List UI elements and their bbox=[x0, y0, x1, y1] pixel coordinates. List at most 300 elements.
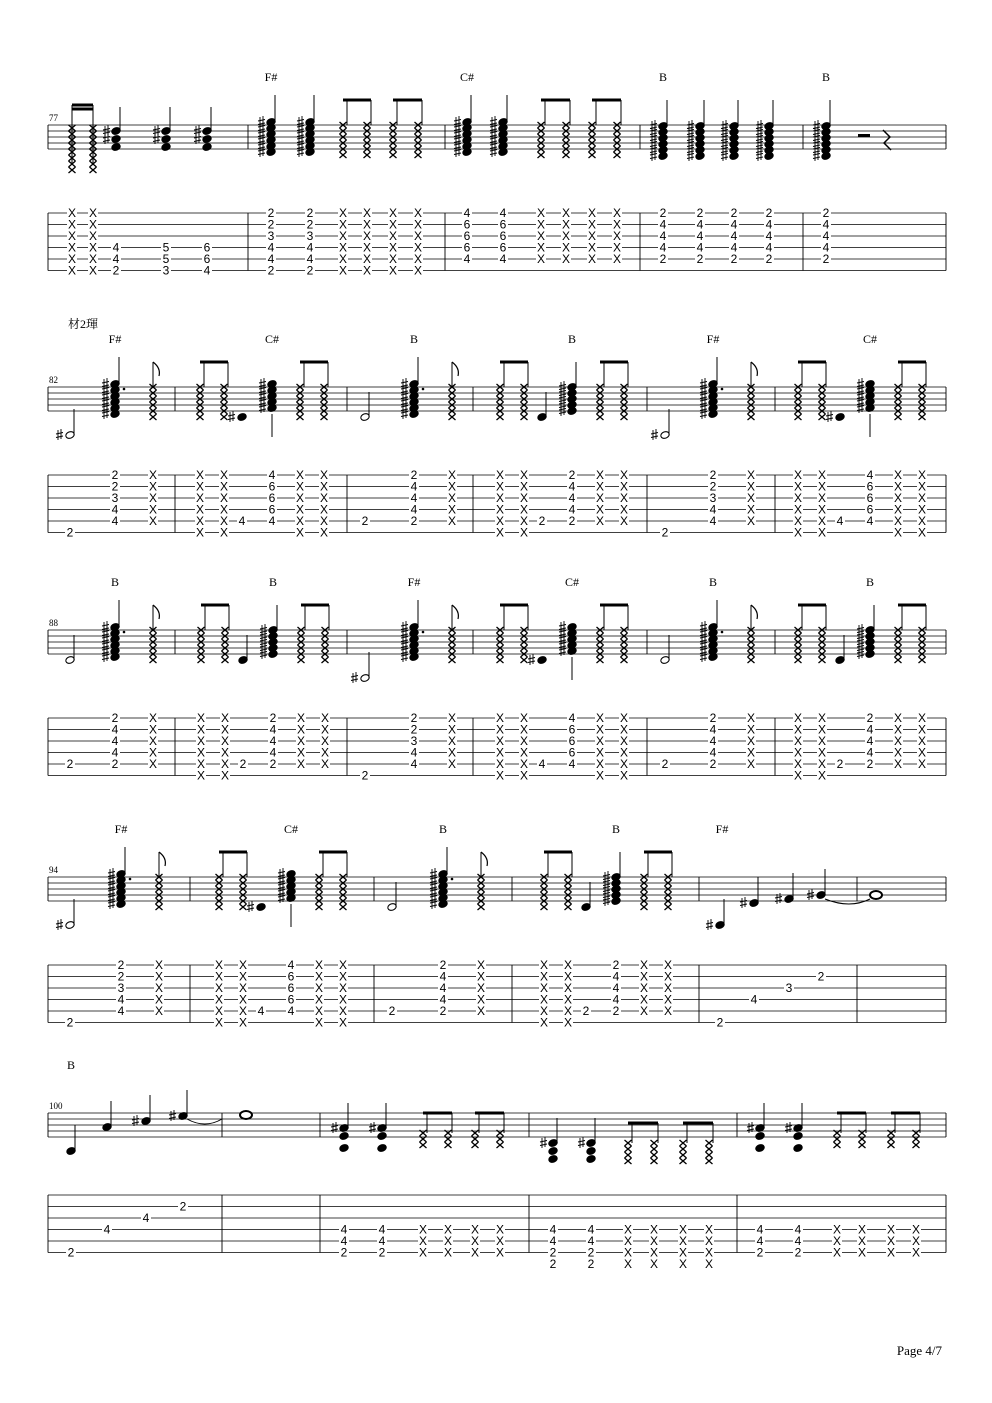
fret-number: X bbox=[649, 1222, 659, 1237]
fret-number: X bbox=[612, 240, 622, 255]
dead-note-head bbox=[680, 1152, 687, 1158]
fret-number: X bbox=[746, 491, 756, 505]
fret-number: 2 bbox=[696, 252, 704, 266]
fret-number: X bbox=[793, 479, 803, 494]
fret-number: 2 bbox=[730, 252, 738, 266]
fret-number: X bbox=[817, 479, 827, 494]
fret-number: X bbox=[295, 479, 305, 494]
fret-number: X bbox=[443, 1234, 453, 1248]
fret-number: X bbox=[413, 206, 423, 220]
fret-number: X bbox=[219, 468, 229, 482]
half-rest bbox=[858, 134, 870, 137]
fret-number: 4 bbox=[568, 502, 576, 517]
dead-note-head bbox=[625, 1140, 632, 1146]
dead-note-head bbox=[651, 1146, 658, 1152]
fret-number: 2 bbox=[340, 1245, 348, 1260]
fret-number: X bbox=[362, 252, 372, 266]
fret-number: X bbox=[612, 229, 622, 243]
fret-number: X bbox=[536, 252, 546, 266]
chord-name: F# bbox=[114, 822, 128, 836]
fret-number: X bbox=[295, 514, 305, 528]
tie bbox=[187, 1119, 222, 1124]
fret-number: X bbox=[476, 958, 486, 972]
fret-number: X bbox=[746, 468, 756, 482]
dead-note-head bbox=[340, 152, 347, 158]
fret-number: X bbox=[67, 263, 77, 278]
fret-number: 4 bbox=[612, 969, 620, 984]
fret-number: X bbox=[857, 1245, 867, 1260]
fret-number: X bbox=[447, 502, 457, 517]
fret-number: X bbox=[663, 992, 673, 1007]
fret-number: X bbox=[817, 525, 827, 540]
sharp-sign bbox=[740, 897, 747, 908]
fret-number: X bbox=[296, 745, 306, 760]
dot bbox=[123, 631, 126, 634]
fret-number: X bbox=[793, 525, 803, 540]
measure-number: 100 bbox=[49, 1101, 63, 1111]
sharp-sign bbox=[351, 672, 358, 683]
chord-name: F# bbox=[706, 332, 720, 346]
fret-number: X bbox=[917, 525, 927, 540]
fret-number: 2 bbox=[817, 969, 825, 984]
fret-number: X bbox=[587, 217, 597, 232]
dead-note-head bbox=[895, 414, 902, 420]
fret-number: 4 bbox=[730, 217, 738, 232]
fret-number: 4 bbox=[568, 479, 576, 494]
fret-number: 4 bbox=[268, 468, 276, 482]
fret-number: X bbox=[388, 240, 398, 255]
beam bbox=[500, 361, 528, 364]
chord-name: F# bbox=[264, 70, 278, 84]
fret-number: 4 bbox=[568, 757, 576, 771]
fret-number: X bbox=[148, 479, 158, 494]
fret-number: X bbox=[793, 491, 803, 505]
fret-number: X bbox=[476, 1004, 486, 1018]
dead-note-head bbox=[621, 657, 628, 663]
fret-number: X bbox=[418, 1234, 428, 1248]
fret-number: X bbox=[495, 734, 505, 748]
fret-number: X bbox=[67, 217, 77, 232]
fret-number: X bbox=[362, 229, 372, 243]
fret-number: 6 bbox=[268, 479, 276, 494]
fret-number: X bbox=[587, 206, 597, 220]
fret-number: X bbox=[561, 229, 571, 243]
fret-number: X bbox=[447, 711, 457, 725]
fret-number: 2 bbox=[66, 757, 74, 771]
fret-number: 2 bbox=[612, 958, 620, 972]
fret-number: X bbox=[295, 468, 305, 482]
fret-number: X bbox=[539, 958, 549, 972]
fret-number: X bbox=[893, 525, 903, 540]
fret-number: X bbox=[214, 992, 224, 1007]
fret-number: X bbox=[817, 745, 827, 760]
fret-number: X bbox=[338, 958, 348, 972]
fret-number: X bbox=[561, 217, 571, 232]
fret-number: 4 bbox=[111, 502, 119, 517]
fret-number: X bbox=[220, 757, 230, 771]
fret-number: 2 bbox=[306, 206, 314, 220]
fret-number: 4 bbox=[378, 1222, 386, 1237]
fret-number: 2 bbox=[730, 206, 738, 220]
fret-number: X bbox=[388, 252, 398, 266]
dead-note-head bbox=[819, 414, 826, 420]
dead-note-head bbox=[216, 904, 223, 910]
fret-number: 6 bbox=[463, 229, 471, 243]
fret-number: X bbox=[495, 491, 505, 505]
note-head bbox=[339, 1132, 349, 1141]
fret-number: X bbox=[195, 479, 205, 494]
fret-number: 6 bbox=[463, 217, 471, 232]
fret-number: X bbox=[536, 229, 546, 243]
fret-number: X bbox=[817, 768, 827, 783]
fret-number: 4 bbox=[659, 217, 667, 232]
technique-marking: 材2琿 bbox=[68, 317, 99, 331]
fret-number: 4 bbox=[117, 1004, 125, 1018]
fret-number: 2 bbox=[111, 479, 119, 494]
fret-number: X bbox=[886, 1245, 896, 1260]
chord-name: B bbox=[66, 1058, 76, 1072]
fret-number: X bbox=[893, 491, 903, 505]
fret-number: X bbox=[67, 252, 77, 266]
dead-note-head bbox=[197, 414, 204, 420]
fret-number: 6 bbox=[203, 252, 211, 266]
fret-number: X bbox=[678, 1245, 688, 1260]
fret-number: 4 bbox=[730, 240, 738, 255]
fret-number: X bbox=[220, 745, 230, 760]
fret-number: 3 bbox=[117, 981, 125, 995]
dead-note-head bbox=[297, 414, 304, 420]
beam bbox=[628, 1122, 658, 1125]
fret-number: 2 bbox=[709, 479, 717, 494]
fret-number: X bbox=[447, 514, 457, 528]
fret-number: X bbox=[219, 491, 229, 505]
fret-number: X bbox=[519, 711, 529, 725]
fret-number: 4 bbox=[439, 981, 447, 995]
beam bbox=[475, 1112, 504, 1115]
sharp-sign bbox=[153, 125, 160, 136]
fret-number: X bbox=[88, 240, 98, 255]
dead-note-head bbox=[150, 657, 157, 663]
chord-name: B bbox=[268, 575, 278, 589]
fret-number: X bbox=[338, 981, 348, 995]
fret-number: X bbox=[519, 745, 529, 760]
fret-number: 2 bbox=[822, 252, 830, 266]
beam bbox=[891, 1112, 920, 1115]
chord-name: F# bbox=[407, 575, 421, 589]
fret-number: X bbox=[295, 502, 305, 517]
fret-number: 4 bbox=[756, 1222, 764, 1237]
fret-number: X bbox=[619, 711, 629, 725]
page-number: Page 4/7 bbox=[896, 1343, 942, 1358]
fret-number: 2 bbox=[361, 514, 369, 528]
fret-number: 2 bbox=[866, 711, 874, 725]
chord-name: B bbox=[821, 70, 831, 84]
fret-number: X bbox=[220, 734, 230, 748]
dead-note-head bbox=[651, 1152, 658, 1158]
fret-number: 2 bbox=[439, 958, 447, 972]
note-head bbox=[237, 413, 247, 422]
fret-number: 4 bbox=[866, 468, 874, 482]
fret-number: X bbox=[296, 757, 306, 771]
fret-number: 4 bbox=[499, 206, 507, 220]
note-head bbox=[793, 1132, 803, 1141]
fret-number: 4 bbox=[306, 252, 314, 266]
dead-note-head bbox=[706, 1158, 713, 1164]
beam bbox=[393, 99, 422, 102]
fret-number: X bbox=[443, 1222, 453, 1237]
fret-number: X bbox=[817, 502, 827, 517]
fret-number: 6 bbox=[268, 502, 276, 517]
fret-number: X bbox=[476, 981, 486, 995]
fret-number: X bbox=[238, 969, 248, 984]
fret-number: 2 bbox=[388, 1004, 396, 1018]
fret-number: X bbox=[623, 1222, 633, 1237]
fret-number: X bbox=[917, 491, 927, 505]
fret-number: 6 bbox=[499, 229, 507, 243]
fret-number: X bbox=[817, 468, 827, 482]
dead-note-head bbox=[614, 152, 621, 158]
fret-number: X bbox=[663, 1004, 673, 1018]
fret-number: X bbox=[418, 1245, 428, 1260]
fret-number: 4 bbox=[306, 240, 314, 255]
dead-note-head bbox=[895, 657, 902, 663]
whole-note bbox=[870, 891, 882, 899]
fret-number: 4 bbox=[287, 1004, 295, 1018]
fret-number: X bbox=[746, 502, 756, 517]
fret-number: 4 bbox=[410, 502, 418, 517]
dead-note-head bbox=[859, 1142, 866, 1148]
chord-name: C# bbox=[264, 332, 280, 346]
note-head bbox=[339, 1144, 349, 1153]
note-head bbox=[548, 1155, 558, 1164]
fret-number: 5 bbox=[162, 240, 170, 255]
dead-note-head bbox=[563, 152, 570, 158]
fret-number: X bbox=[639, 1004, 649, 1018]
note-head bbox=[548, 1147, 558, 1156]
beam bbox=[72, 104, 93, 107]
fret-number: 4 bbox=[439, 969, 447, 984]
note-head bbox=[755, 1144, 765, 1153]
dead-note-head bbox=[420, 1142, 427, 1148]
note-head bbox=[202, 143, 212, 152]
fret-number: X bbox=[623, 1245, 633, 1260]
fret-number: X bbox=[154, 969, 164, 984]
sharp-sign bbox=[807, 889, 814, 900]
fret-number: X bbox=[817, 711, 827, 725]
fret-number: 3 bbox=[785, 981, 793, 995]
fret-number: 2 bbox=[66, 1015, 74, 1030]
fret-number: X bbox=[746, 734, 756, 748]
fret-number: X bbox=[595, 514, 605, 528]
fret-number: 4 bbox=[794, 1234, 802, 1248]
fret-number: X bbox=[619, 768, 629, 783]
dot bbox=[123, 388, 126, 391]
dot bbox=[721, 631, 724, 634]
beam bbox=[301, 604, 329, 607]
fret-number: X bbox=[495, 1234, 505, 1248]
fret-number: 2 bbox=[179, 1199, 187, 1214]
fret-number: X bbox=[793, 514, 803, 528]
fret-number: X bbox=[338, 1004, 348, 1018]
fret-number: X bbox=[238, 981, 248, 995]
fret-number: 2 bbox=[117, 958, 125, 972]
fret-number: 4 bbox=[103, 1222, 111, 1237]
chord-name: B bbox=[865, 575, 875, 589]
chord-name: C# bbox=[564, 575, 580, 589]
sharp-sign bbox=[153, 133, 160, 144]
fret-number: X bbox=[314, 969, 324, 984]
fret-number: 4 bbox=[378, 1234, 386, 1248]
fret-number: X bbox=[319, 479, 329, 494]
fret-number: X bbox=[561, 240, 571, 255]
fret-number: X bbox=[663, 969, 673, 984]
fret-number: X bbox=[619, 757, 629, 771]
fret-number: X bbox=[295, 491, 305, 505]
fret-number: X bbox=[220, 722, 230, 737]
dead-note-head bbox=[834, 1142, 841, 1148]
fret-number: X bbox=[563, 981, 573, 995]
fret-number: X bbox=[623, 1257, 633, 1271]
fret-number: X bbox=[704, 1257, 714, 1271]
fret-number: X bbox=[539, 969, 549, 984]
fret-number: X bbox=[893, 734, 903, 748]
fret-number: 4 bbox=[696, 229, 704, 243]
beam bbox=[200, 361, 228, 364]
fret-number: X bbox=[296, 734, 306, 748]
fret-number: 2 bbox=[765, 206, 773, 220]
fret-number: X bbox=[539, 1004, 549, 1018]
whole-note bbox=[240, 1111, 252, 1119]
fret-number: 4 bbox=[822, 229, 830, 243]
dead-note-head bbox=[641, 904, 648, 910]
fret-number: X bbox=[595, 734, 605, 748]
fret-number: X bbox=[639, 958, 649, 972]
fret-number: 4 bbox=[765, 229, 773, 243]
fret-number: 4 bbox=[410, 479, 418, 494]
fret-number: 4 bbox=[340, 1222, 348, 1237]
dead-note-head bbox=[706, 1152, 713, 1158]
fret-number: 2 bbox=[659, 206, 667, 220]
fret-number: X bbox=[917, 514, 927, 528]
fret-number: 3 bbox=[162, 263, 170, 278]
note-head bbox=[586, 1155, 596, 1164]
fret-number: X bbox=[704, 1234, 714, 1248]
fret-number: X bbox=[495, 514, 505, 528]
fret-number: X bbox=[214, 969, 224, 984]
flag bbox=[153, 362, 159, 376]
sharp-sign bbox=[194, 125, 201, 136]
fret-number: X bbox=[319, 491, 329, 505]
sharp-sign bbox=[247, 901, 254, 912]
fret-number: X bbox=[619, 514, 629, 528]
fret-number: X bbox=[561, 252, 571, 266]
fret-number: 4 bbox=[659, 240, 667, 255]
fret-number: X bbox=[495, 525, 505, 540]
beam bbox=[300, 361, 328, 364]
dead-note-head bbox=[478, 904, 485, 910]
fret-number: 6 bbox=[866, 502, 874, 517]
fret-number: X bbox=[148, 711, 158, 725]
fret-number: X bbox=[314, 981, 324, 995]
fret-number: X bbox=[219, 502, 229, 517]
fret-number: 4 bbox=[765, 217, 773, 232]
fret-number: X bbox=[148, 745, 158, 760]
fret-number: X bbox=[219, 525, 229, 540]
fret-number: X bbox=[519, 468, 529, 482]
fret-number: 6 bbox=[287, 992, 295, 1007]
dead-note-head bbox=[497, 657, 504, 663]
fret-number: X bbox=[148, 734, 158, 748]
fret-number: X bbox=[704, 1245, 714, 1260]
dead-note-head bbox=[795, 657, 802, 663]
fret-number: X bbox=[746, 711, 756, 725]
dead-note-head bbox=[748, 657, 755, 663]
note-head bbox=[755, 1132, 765, 1141]
fret-number: X bbox=[314, 958, 324, 972]
fret-number: X bbox=[238, 958, 248, 972]
tie bbox=[825, 899, 870, 904]
note-head bbox=[111, 143, 121, 152]
fret-number: X bbox=[495, 1245, 505, 1260]
fret-number: X bbox=[563, 992, 573, 1007]
fret-number: X bbox=[338, 1015, 348, 1030]
fret-number: 3 bbox=[306, 229, 314, 243]
fret-number: 2 bbox=[696, 206, 704, 220]
fret-number: 4 bbox=[866, 722, 874, 737]
dead-note-head bbox=[497, 414, 504, 420]
fret-number: X bbox=[154, 992, 164, 1007]
dot bbox=[721, 388, 724, 391]
fret-number: X bbox=[476, 992, 486, 1007]
fret-number: 2 bbox=[587, 1245, 595, 1260]
fret-number: 4 bbox=[709, 502, 717, 517]
note-head bbox=[377, 1132, 387, 1141]
fret-number: 4 bbox=[612, 981, 620, 995]
fret-number: X bbox=[817, 734, 827, 748]
fret-number: X bbox=[338, 263, 348, 278]
fret-number: X bbox=[519, 722, 529, 737]
fret-number: X bbox=[893, 479, 903, 494]
beam bbox=[798, 604, 826, 607]
fret-number: X bbox=[536, 206, 546, 220]
dead-note-head bbox=[221, 414, 228, 420]
fret-number: 4 bbox=[463, 252, 471, 266]
fret-number: 4 bbox=[709, 514, 717, 528]
fret-number: 4 bbox=[111, 722, 119, 737]
fret-number: X bbox=[519, 479, 529, 494]
chord-name: B bbox=[611, 822, 621, 836]
fret-number: 6 bbox=[203, 240, 211, 255]
sharp-sign bbox=[56, 919, 63, 930]
beam bbox=[343, 99, 371, 102]
dead-note-head bbox=[651, 1158, 658, 1164]
fret-number: 2 bbox=[67, 1245, 75, 1260]
fret-number: X bbox=[88, 263, 98, 278]
fret-number: X bbox=[832, 1245, 842, 1260]
fret-number: 4 bbox=[836, 514, 844, 528]
dead-note-head bbox=[415, 152, 422, 158]
fret-number: X bbox=[413, 252, 423, 266]
fret-number: X bbox=[319, 514, 329, 528]
flag bbox=[452, 362, 458, 376]
note-head bbox=[202, 135, 212, 144]
fret-number: X bbox=[148, 514, 158, 528]
fret-number: X bbox=[536, 240, 546, 255]
beam bbox=[837, 1112, 866, 1115]
fret-number: X bbox=[563, 1015, 573, 1030]
fret-number: X bbox=[338, 969, 348, 984]
fret-number: 4 bbox=[709, 734, 717, 748]
